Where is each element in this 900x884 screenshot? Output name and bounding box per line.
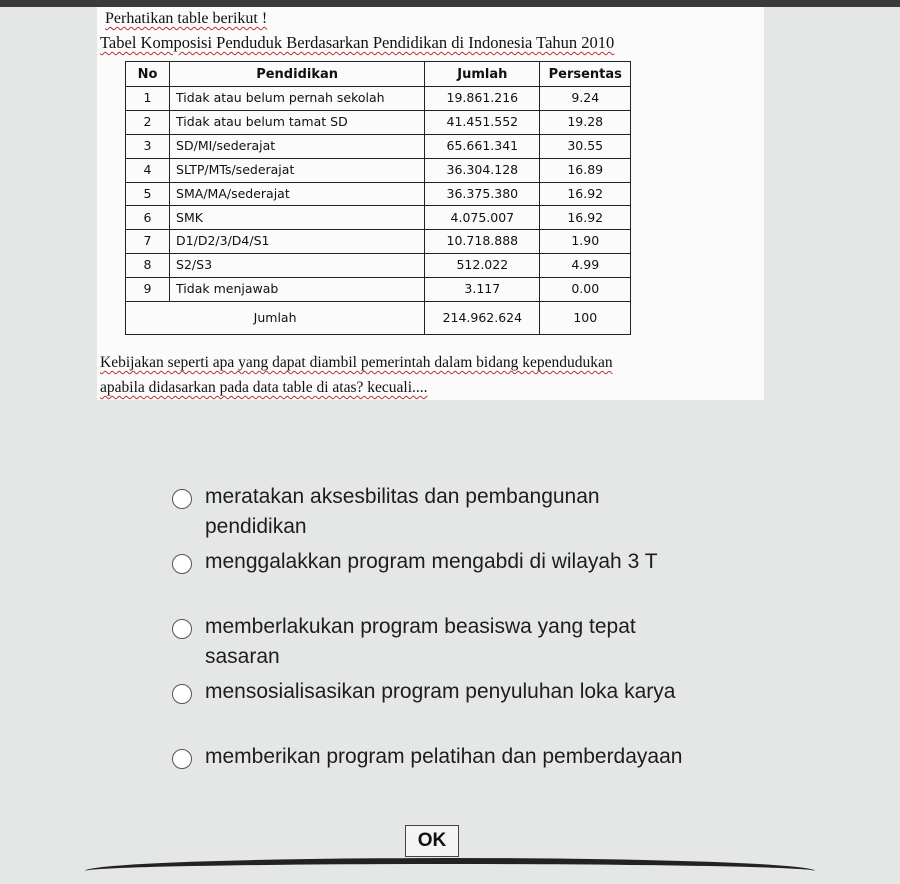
cell-pendidikan: Tidak atau belum pernah sekolah xyxy=(170,87,425,111)
cell-pendidikan: Tidak menjawab xyxy=(170,278,425,302)
header-persentase: Persentas xyxy=(540,62,631,87)
table-header-row xyxy=(126,62,631,87)
cell-jumlah: 10.718.888 xyxy=(425,230,540,254)
radio-button[interactable] xyxy=(172,749,192,769)
population-table xyxy=(125,61,631,335)
answer-option[interactable] xyxy=(172,612,732,677)
cell-no: 9 xyxy=(126,278,170,302)
cell-jumlah: 65.661.341 xyxy=(425,134,540,158)
cell-pendidikan: SMK xyxy=(170,206,425,230)
cell-persentase: 19.28 xyxy=(540,110,631,134)
ok-button[interactable]: OK xyxy=(405,825,459,857)
cell-no: 8 xyxy=(126,254,170,278)
cell-pendidikan: SLTP/MTs/sederajat xyxy=(170,158,425,182)
table-row xyxy=(126,278,631,302)
radio-button[interactable] xyxy=(172,489,192,509)
cell-no: 3 xyxy=(126,134,170,158)
cell-persentase: 0.00 xyxy=(540,278,631,302)
cell-persentase: 4.99 xyxy=(540,254,631,278)
cell-pendidikan: S2/S3 xyxy=(170,254,425,278)
option-label: memberikan program pelatihan dan pemberdayaan xyxy=(205,745,683,768)
radio-button[interactable] xyxy=(172,619,192,639)
cell-persentase: 9.24 xyxy=(540,87,631,111)
cell-persentase: 30.55 xyxy=(540,134,631,158)
cell-jumlah: 19.861.216 xyxy=(425,87,540,111)
table-row xyxy=(126,87,631,111)
table-row xyxy=(126,254,631,278)
cell-pendidikan: Tidak atau belum tamat SD xyxy=(170,110,425,134)
header-jumlah: Jumlah xyxy=(425,62,540,87)
cell-pendidikan: SD/MI/sederajat xyxy=(170,134,425,158)
radio-button[interactable] xyxy=(172,554,192,574)
answer-option[interactable] xyxy=(172,677,732,742)
table-total-row xyxy=(126,301,631,334)
answer-option[interactable] xyxy=(172,547,732,612)
option-label: mensosialisasikan program penyuluhan loka karya xyxy=(205,680,676,703)
table-row xyxy=(126,158,631,182)
top-bar xyxy=(0,0,900,7)
answer-option[interactable] xyxy=(172,742,732,807)
option-label: memberlakukan program beasiswa yang tepat sasaran xyxy=(205,615,636,668)
cell-jumlah: 4.075.007 xyxy=(425,206,540,230)
cell-no: 1 xyxy=(126,87,170,111)
cell-jumlah: 36.304.128 xyxy=(425,158,540,182)
answer-options xyxy=(172,482,732,807)
cell-no: 7 xyxy=(126,230,170,254)
option-label: menggalakkan program mengabdi di wilayah 3 T xyxy=(205,550,658,573)
table-row xyxy=(126,134,631,158)
cell-no: 4 xyxy=(126,158,170,182)
cell-persentase: 1.90 xyxy=(540,230,631,254)
cell-pendidikan: SMA/MA/sederajat xyxy=(170,182,425,206)
cell-persentase: 16.89 xyxy=(540,158,631,182)
cell-jumlah: 36.375.380 xyxy=(425,182,540,206)
answer-option[interactable] xyxy=(172,482,732,547)
total-label: Jumlah xyxy=(126,301,425,334)
cell-no: 6 xyxy=(126,206,170,230)
question-intro: Perhatikan table berikut ! xyxy=(105,10,268,27)
cell-persentase: 16.92 xyxy=(540,206,631,230)
header-no: No xyxy=(126,62,170,87)
cell-jumlah: 512.022 xyxy=(425,254,540,278)
cell-no: 2 xyxy=(126,110,170,134)
table-row xyxy=(126,182,631,206)
screen-bottom-edge xyxy=(85,858,815,884)
question-image xyxy=(97,7,764,400)
radio-button[interactable] xyxy=(172,684,192,704)
table-row xyxy=(126,230,631,254)
cell-no: 5 xyxy=(126,182,170,206)
header-pendidikan: Pendidikan xyxy=(170,62,425,87)
cell-pendidikan: D1/D2/3/D4/S1 xyxy=(170,230,425,254)
table-row xyxy=(126,110,631,134)
cell-jumlah: 41.451.552 xyxy=(425,110,540,134)
table-row xyxy=(126,206,631,230)
table-caption: Tabel Komposisi Penduduk Berdasarkan Pendidikan di Indonesia Tahun 2010 xyxy=(100,33,615,52)
option-label: meratakan aksesbilitas dan pembangunan pendidikan xyxy=(205,485,600,538)
total-persen: 100 xyxy=(540,301,631,334)
cell-persentase: 16.92 xyxy=(540,182,631,206)
total-jumlah: 214.962.624 xyxy=(425,301,540,334)
question-body: Kebijakan seperti apa yang dapat diambil pemerintah dalam bidang kependudukan apabila didasarkan pada data table di atas? kecuali.... xyxy=(100,354,613,396)
cell-jumlah: 3.117 xyxy=(425,278,540,302)
